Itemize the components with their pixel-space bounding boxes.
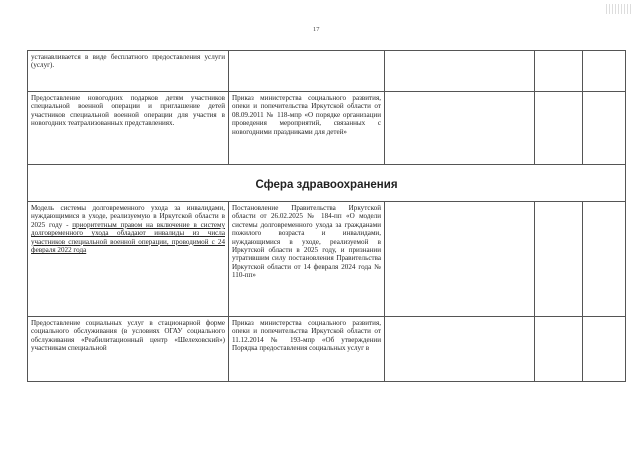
priority-right-text: приоритетным правом на включение в систему долговременного ухода обладают инвалиды из числа участников специальной военной операции, проводимой с 24 февраля 2022 года [31, 220, 226, 255]
measure-cell: Предоставление новогодних подарков детям участников специальной военной операции и приглашение детей участников специальной военной операции для участия в новогодних театрализованных представлениях. [28, 92, 229, 165]
benefits-table [27, 50, 626, 382]
table-cell [535, 202, 583, 317]
page-number: 17 [313, 26, 320, 33]
scan-artifact [606, 4, 632, 14]
measure-cell: Предоставление социальных услуг в стационарной форме социального обслуживания (в условиях ОГАУ социального обслуживания «Реабилитационный центр «Шелеховский») участникам специальной [28, 317, 229, 382]
table-cell [385, 202, 535, 317]
table-cell [583, 317, 626, 382]
section-title: Сфера здравоохранения [28, 165, 626, 202]
table-cell [385, 51, 535, 92]
legal-basis-cell: Постановление Правительства Иркутской области от 26.02.2025 № 184-пп «О модели системы долговременного ухода за гражданами пожилого возраста и инвалидами, нуждающимися в уходе, реализуемой в Иркутской области в 2025 году, и признании утратившим силу постановления Правительства Иркутской области от 14 февраля 2024 года № 110-пп» [229, 202, 385, 317]
measure-cell [28, 202, 229, 317]
table-row [28, 317, 626, 382]
table-cell [583, 202, 626, 317]
legal-basis-cell [229, 51, 385, 92]
table-cell [535, 317, 583, 382]
legal-basis-cell: Приказ министерства социального развития, опеки и попечительства Иркутской области от 08.09.2011 № 118-мпр «О порядке организации проведения мероприятий, связанных с новогодними праздниками для детей» [229, 92, 385, 165]
table-cell [583, 92, 626, 165]
table-cell [535, 92, 583, 165]
table-cell [535, 51, 583, 92]
table-cell [583, 51, 626, 92]
table-cell [385, 92, 535, 165]
measure-cell: устанавливается в виде бесплатного предоставления услуги (услуг). [28, 51, 229, 92]
legal-basis-cell: Приказ министерства социального развития, опеки и попечительства Иркутской области от 11.12.2014 № 193-мпр «Об утверждении Порядка предоставления социальных услуг в [229, 317, 385, 382]
table-cell [385, 317, 535, 382]
table-row [28, 51, 626, 92]
section-header-row [28, 165, 626, 202]
measure-text: Модель системы долговременного ухода за инвалидами, нуждающимися в уходе, реализуемую в Иркутской области в 2025 году - [31, 204, 225, 229]
table-row [28, 92, 626, 165]
table-row [28, 202, 626, 317]
